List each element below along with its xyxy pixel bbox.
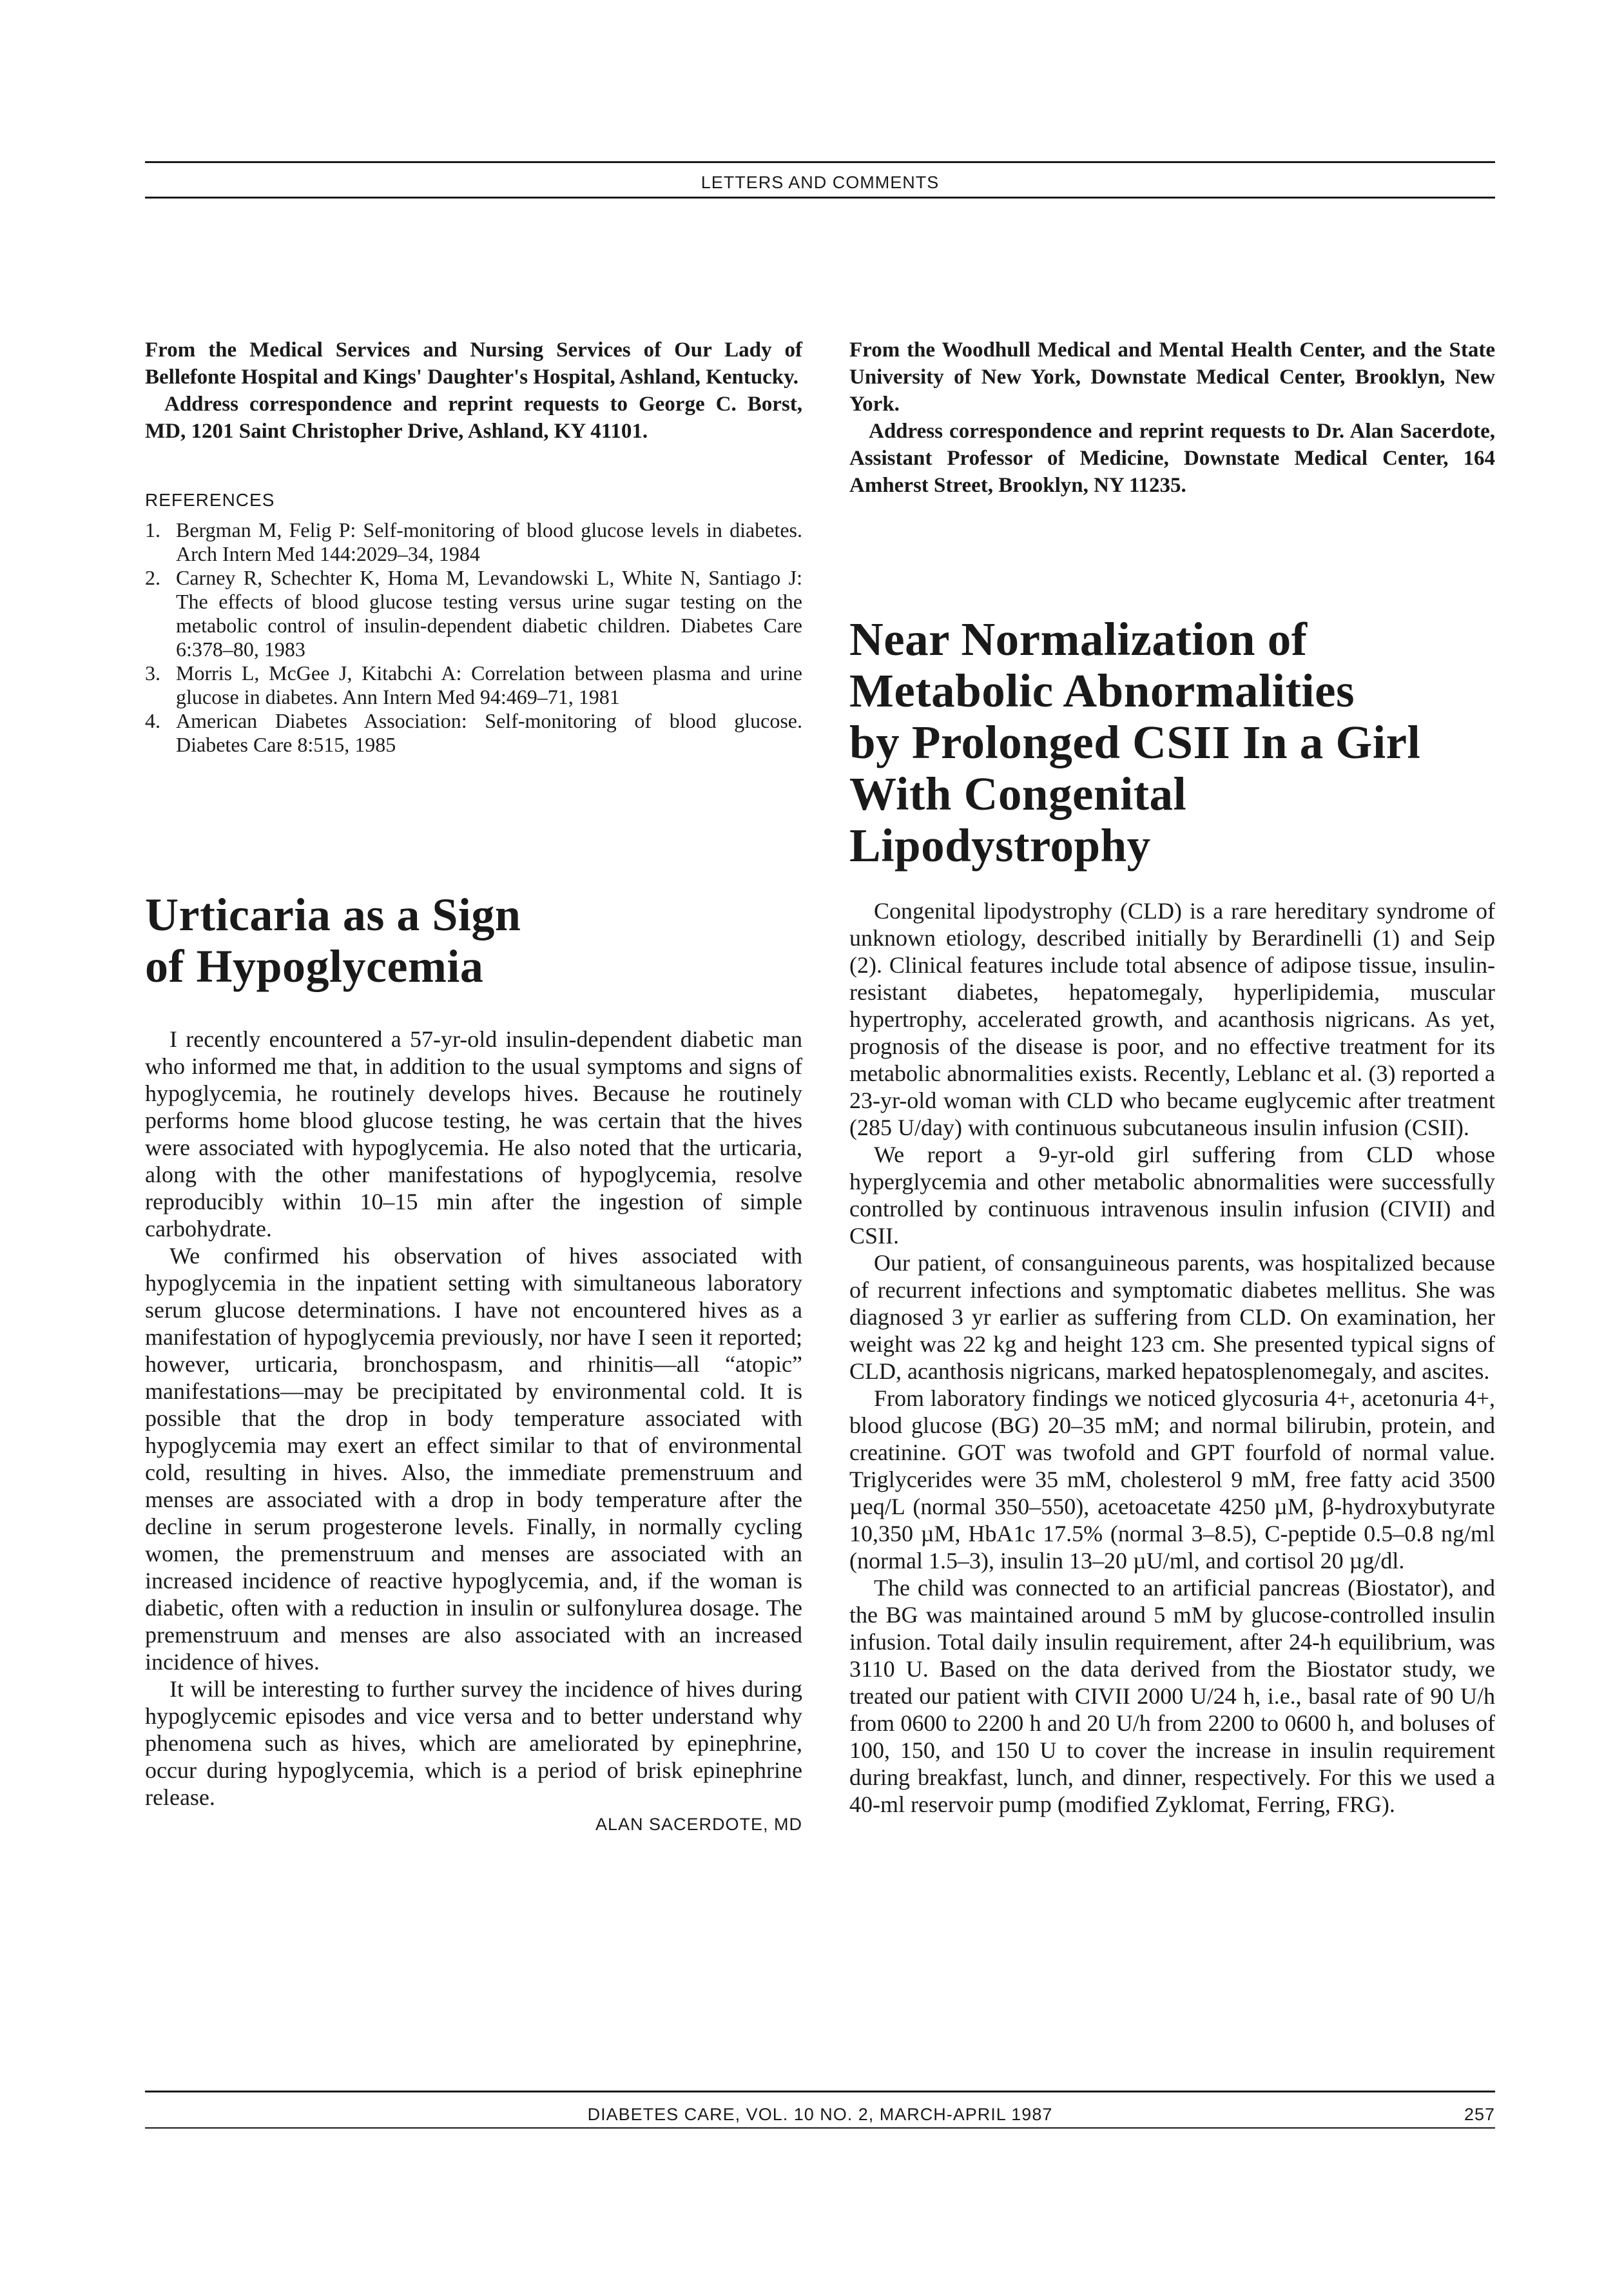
footer-rule-bottom bbox=[145, 2127, 1495, 2129]
paragraph: I recently encountered a 57-yr-old insulin-dependent diabetic man who informed me that, in addition to the usual symptoms and signs of hypoglycemia, he routinely develops hives. Because he routinely performs home blood glucose testing, he was certain that the hives were associated with hypoglycemia. He also noted that the urticaria, along with the other manifestations of hypoglycemia, resolve reproducibly within 10–15 min after the ingestion of simple carbohydrate. bbox=[145, 1026, 802, 1242]
title-line: by Prolonged CSII In a Girl bbox=[849, 716, 1421, 768]
reference-text: Morris L, McGee J, Kitabchi A: Correlation between plasma and urine glucose in diabetes. Ann Intern Med 94:469–71, 1981 bbox=[176, 661, 802, 708]
page-number: 257 bbox=[1464, 2105, 1495, 2124]
title-line: Urticaria as a Sign bbox=[145, 889, 521, 941]
paragraph: We confirmed his observation of hives associated with hypoglycemia in the inpatient setting with simultaneous laboratory serum glucose determinations. I have not encountered hives as a manifestation of hypoglycemia previously, nor have I seen it reported; however, urticaria, bronchospasm, and rhinitis—all “atopic” manifestations—may be precipitated by environmental cold. It is possible that the drop in body temperature associated with hypoglycemia may exert an effect similar to that of environmental cold, resulting in hives. Also, the immediate premenstruum and menses are associated with a drop in body temperature after the decline in serum progesterone levels. Finally, in normally cycling women, the premenstruum and menses are associated with an increased incidence of reactive hypoglycemia, and, if the woman is diabetic, often with a reduction in insulin or sulfonylurea dosage. The premenstruum and menses are also associated with an increased incidence of hives. bbox=[145, 1243, 802, 1675]
paragraph: The child was connected to an artificial pancreas (Biostator), and the BG was maintained around 5 mM by glucose-controlled insulin infusion. Total daily insulin requirement, after 24-h equilibrium, was 3110 U. Based on the data derived from the Biostator study, we treated our patient with CIVII 2000 U/24 h, i.e., basal rate of 90 U/h from 0600 to 2200 h and 20 U/h from 2200 to 0600 h, and boluses of 100, 150, and 150 U to cover the increase in insulin requirement during breakfast, lunch, and dinner, respectively. For this we used a 40-ml reservoir pump (modified Zyklomat, Ferring, FRG). bbox=[849, 1575, 1495, 1817]
left-column bbox=[145, 336, 802, 1835]
running-head: LETTERS AND COMMENTS bbox=[701, 173, 940, 192]
footer-rule bbox=[145, 2091, 1495, 2092]
paragraph: Congenital lipodystrophy (CLD) is a rare hereditary syndrome of unknown etiology, described initially by Berardinelli (1) and Seip (2). Clinical features include total absence of adipose tissue, insulin-resistant diabetes, hepatomegaly, hyperlipidemia, muscular hypertrophy, accelerated growth, and acanthosis nigricans. As yet, prognosis of the disease is poor, and no effective treatment for its metabolic abnormalities exists. Recently, Leblanc et al. (3) reported a 23-yr-old woman with CLD who became euglycemic after treatment (285 U/day) with continuous subcutaneous insulin infusion (CSII). bbox=[849, 898, 1495, 1140]
paragraph: We report a 9-yr-old girl suffering from CLD whose hyperglycemia and other metabolic abnormalities were successfully controlled by continuous intravenous insulin infusion (CIVII) and CSII. bbox=[849, 1142, 1495, 1249]
paragraph: From laboratory findings we noticed glycosuria 4+, acetonuria 4+, blood glucose (BG) 20–35 mM; and normal bilirubin, protein, and creatinine. GOT was twofold and GPT fourfold of normal value. Triglycerides were 35 mM, cholesterol 9 mM, free fatty acid 3500 µeq/L (normal 350–550), acetoacetate 4250 µM, β-hydroxybutyrate 10,350 µM, HbA1c 17.5% (normal 3–8.5), C-peptide 0.5–0.8 ng/ml (normal 1.5–3), insulin 13–20 µU/ml, and cortisol 20 µg/dl. bbox=[849, 1385, 1495, 1574]
left-affiliation-institution: From the Medical Services and Nursing Services of Our Lady of Bellefonte Hospital and Kings' Daughter's Hospital, Ashland, Kentucky. bbox=[145, 338, 802, 389]
left-affiliation-address: Address correspondence and reprint requests to George C. Borst, MD, 1201 Saint Christopher Drive, Ashland, KY 41101. bbox=[145, 393, 802, 443]
title-line: With Congenital Lipodystrophy bbox=[849, 768, 1187, 872]
title-line: of Hypoglycemia bbox=[145, 941, 484, 992]
references-list bbox=[145, 518, 802, 757]
header-rule-top bbox=[145, 161, 1495, 163]
right-affiliation-address: Address correspondence and reprint requests to Dr. Alan Sacerdote, Assistant Professor of Medicine, Downstate Medical Center, 164 Amherst Street, Brooklyn, NY 11235. bbox=[849, 420, 1495, 497]
title-line: Near Normalization of bbox=[849, 613, 1308, 665]
header-rule-bottom bbox=[145, 197, 1495, 199]
reference-item bbox=[145, 566, 802, 661]
paragraph: Our patient, of consanguineous parents, was hospitalized because of recurrent infections and symptomatic diabetes mellitus. She was diagnosed 3 yr earlier as suffering from CLD. On examination, her weight was 22 kg and height 123 cm. She presented typical signs of CLD, acanthosis nigricans, marked hepatosplenomegaly, and ascites. bbox=[849, 1250, 1495, 1384]
right-affiliation-institution: From the Woodhull Medical and Mental Health Center, and the State University of New York, Downstate Medical Center, Brooklyn, New York. bbox=[849, 338, 1495, 416]
article-title-urticaria bbox=[145, 889, 802, 992]
right-column bbox=[849, 336, 1495, 1818]
article-title-lipodystrophy bbox=[849, 614, 1495, 872]
reference-number: 3. bbox=[145, 661, 160, 685]
right-article-body bbox=[849, 897, 1495, 1818]
journal-citation: DIABETES CARE, VOL. 10 NO. 2, MARCH-APRIL 1987 bbox=[587, 2105, 1053, 2124]
title-line: Metabolic Abnormalities bbox=[849, 665, 1355, 717]
reference-text: American Diabetes Association: Self-monitoring of blood glucose. Diabetes Care 8:515, 1985 bbox=[176, 709, 802, 756]
reference-text: Carney R, Schechter K, Homa M, Levandowski L, White N, Santiago J: The effects of blood glucose testing versus urine sugar testing on the metabolic control of insulin-dependent diabetic children. Diabetes Care 6:378–80, 1983 bbox=[176, 566, 802, 661]
left-affiliation bbox=[145, 336, 802, 445]
reference-text: Bergman M, Felig P: Self-monitoring of blood glucose levels in diabetes. Arch Intern Med 144:2029–34, 1984 bbox=[176, 518, 802, 565]
right-affiliation bbox=[849, 336, 1495, 499]
reference-number: 2. bbox=[145, 566, 160, 589]
reference-number: 1. bbox=[145, 518, 160, 541]
reference-item bbox=[145, 518, 802, 566]
reference-item bbox=[145, 709, 802, 757]
author-signature: ALAN SACERDOTE, MD bbox=[595, 1815, 802, 1834]
references-heading: REFERENCES bbox=[145, 490, 275, 510]
reference-number: 4. bbox=[145, 709, 160, 732]
left-article-body bbox=[145, 1026, 802, 1811]
paragraph: It will be interesting to further survey the incidence of hives during hypoglycemic episodes and vice versa and to better understand why phenomena such as hives, which are ameliorated by epinephrine, occur during hypoglycemia, which is a period of brisk epinephrine release. bbox=[145, 1676, 802, 1810]
reference-item bbox=[145, 661, 802, 709]
